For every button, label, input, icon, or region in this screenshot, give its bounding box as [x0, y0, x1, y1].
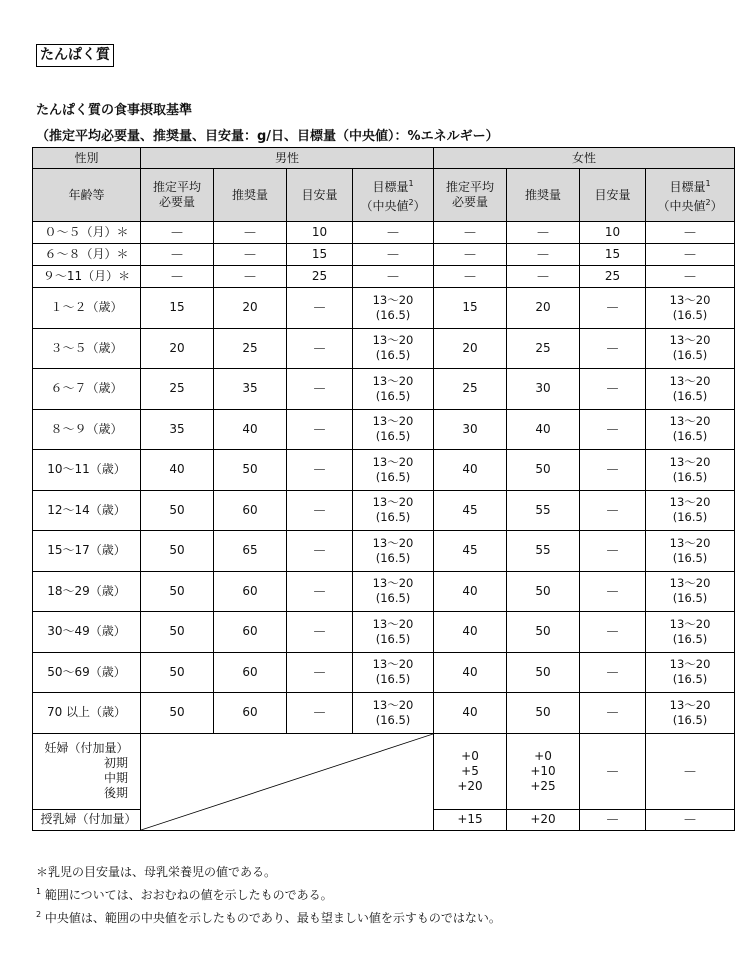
target-range: 13～20 [372, 333, 414, 348]
m-rda-cell: 60 [214, 612, 287, 653]
target-median: (16.5) [672, 550, 708, 565]
target-median: (16.5) [375, 429, 411, 444]
m-ai-cell: — [287, 450, 353, 491]
target-median: (16.5) [375, 631, 411, 646]
target-range: 13～20 [372, 373, 414, 388]
age-cell: ６～７（歳） [33, 369, 141, 410]
footnote-text: 範囲については、おおむねの値を示したものである。 [41, 888, 333, 902]
f-ai-cell: — [580, 369, 646, 410]
ear-label-1: 推定平均 [152, 180, 201, 194]
target-median: (16.5) [375, 469, 411, 484]
m-ai-cell: — [287, 612, 353, 653]
target-range: 13～20 [669, 454, 711, 469]
value: +5 [461, 763, 479, 778]
m-target-cell [353, 652, 434, 693]
not-applicable-diagonal [141, 733, 434, 830]
age-cell: 15～17（歳） [33, 531, 141, 572]
m-ai-cell: 10 [287, 222, 353, 244]
table-row [33, 328, 735, 369]
table-row [33, 693, 735, 734]
f-ear-cell: 40 [434, 652, 507, 693]
target-range: 13～20 [669, 657, 711, 672]
f-rda-cell: 50 [507, 693, 580, 734]
target-label-1: 目標量 [669, 180, 706, 194]
m-ear-cell: 40 [141, 450, 214, 491]
f-ai-cell: — [580, 571, 646, 612]
f-ai-cell: — [580, 531, 646, 572]
f-ear-cell: 15 [434, 288, 507, 329]
m-target-cell: — [353, 244, 434, 266]
sex-header: 性別 [33, 148, 141, 169]
age-cell: 10～11（歳） [33, 450, 141, 491]
value: +20 [457, 778, 483, 793]
target-range: 13～20 [669, 576, 711, 591]
f-rda-cell: 50 [507, 571, 580, 612]
pregnant-stage: 後期 [103, 786, 128, 800]
target-median: (16.5) [375, 388, 411, 403]
m-ear-cell: 25 [141, 369, 214, 410]
f-target-cell [646, 490, 735, 531]
m-ear-cell: 50 [141, 490, 214, 531]
f-target-cell [646, 693, 735, 734]
target-range: 13～20 [372, 292, 414, 307]
age-cell: ８～９（歳） [33, 409, 141, 450]
lactating-female-ai: — [580, 809, 646, 830]
m-ai-cell: — [287, 693, 353, 734]
f-rda-cell: 55 [507, 531, 580, 572]
pregnant-stage: 初期 [103, 756, 128, 770]
pregnant-label-cell [33, 733, 141, 809]
f-ear-cell: — [434, 244, 507, 266]
table-row [33, 490, 735, 531]
pregnant-female-rda [507, 733, 580, 809]
m-ear-cell: 50 [141, 531, 214, 572]
target-range: 13～20 [669, 495, 711, 510]
f-ear-cell: 30 [434, 409, 507, 450]
age-cell: ３～５（歳） [33, 328, 141, 369]
m-rda-cell: 35 [214, 369, 287, 410]
target-range: 13～20 [669, 333, 711, 348]
f-ear-cell: — [434, 222, 507, 244]
m-rda-cell: 25 [214, 328, 287, 369]
m-rda-cell: 60 [214, 490, 287, 531]
f-ear-cell: 40 [434, 612, 507, 653]
target-median: (16.5) [375, 510, 411, 525]
f-target-cell [646, 288, 735, 329]
m-target-cell [353, 571, 434, 612]
value: +0 [534, 748, 552, 763]
target-label-2-end: ） [413, 199, 426, 213]
target-median: (16.5) [672, 591, 708, 606]
footnote-infant: ＊乳児の目安量は、母乳栄養児の値である。 [36, 865, 277, 879]
f-rda-cell: 55 [507, 490, 580, 531]
f-ai-cell: 25 [580, 266, 646, 288]
footnote-range [36, 882, 501, 905]
male-header: 男性 [141, 148, 434, 169]
f-ai-cell: — [580, 652, 646, 693]
m-ai-cell: 25 [287, 266, 353, 288]
table-body [33, 222, 735, 734]
f-ai-cell: — [580, 288, 646, 329]
m-rda-cell: 50 [214, 450, 287, 491]
m-ear-cell: 15 [141, 288, 214, 329]
m-ear-cell: — [141, 222, 214, 244]
target-median: (16.5) [672, 429, 708, 444]
lactating-female-rda: +20 [507, 809, 580, 830]
lactating-label: 授乳婦（付加量） [33, 809, 141, 830]
f-ear-cell: 25 [434, 369, 507, 410]
f-ai-cell: 15 [580, 244, 646, 266]
table-title: たんぱく質の食事摂取基準 [36, 103, 193, 118]
m-target-cell [353, 612, 434, 653]
lactating-female-ear: +15 [434, 809, 507, 830]
m-ai-cell: — [287, 288, 353, 329]
m-target-cell [353, 369, 434, 410]
f-rda-cell: — [507, 266, 580, 288]
f-target-cell: — [646, 266, 735, 288]
target-median: (16.5) [375, 348, 411, 363]
lactating-female-target: — [646, 809, 735, 830]
target-range: 13～20 [669, 292, 711, 307]
f-rda-cell: 50 [507, 450, 580, 491]
target-median: (16.5) [672, 307, 708, 322]
target-median: (16.5) [672, 672, 708, 687]
m-ear-cell: 50 [141, 571, 214, 612]
target-median: (16.5) [672, 712, 708, 727]
f-ai-cell: — [580, 612, 646, 653]
age-cell: ９～11（月）＊ [33, 266, 141, 288]
m-target-cell [353, 409, 434, 450]
value: +10 [530, 763, 556, 778]
f-ear-cell: 45 [434, 490, 507, 531]
male-target-header [353, 169, 434, 222]
table-row [33, 288, 735, 329]
target-label-1: 目標量 [372, 180, 409, 194]
f-ai-cell: — [580, 490, 646, 531]
f-target-cell [646, 328, 735, 369]
f-target-cell [646, 409, 735, 450]
m-rda-cell: 40 [214, 409, 287, 450]
target-sup-1: 1 [705, 179, 711, 188]
male-ai-header: 目安量 [287, 169, 353, 222]
target-range: 13～20 [372, 657, 414, 672]
f-ear-cell: 40 [434, 450, 507, 491]
f-rda-cell: 40 [507, 409, 580, 450]
target-range: 13～20 [372, 535, 414, 550]
table-subtitle: （推定平均必要量、推奨量、目安量：g/日、目標量（中央値）：%エネルギー） [36, 129, 499, 144]
m-ear-cell: — [141, 266, 214, 288]
table-row [33, 450, 735, 491]
age-cell: ０～５（月）＊ [33, 222, 141, 244]
f-rda-cell: — [507, 222, 580, 244]
target-range: 13～20 [669, 616, 711, 631]
female-ai-header: 目安量 [580, 169, 646, 222]
f-rda-cell: 20 [507, 288, 580, 329]
m-target-cell [353, 450, 434, 491]
m-ear-cell: — [141, 244, 214, 266]
m-target-cell: — [353, 222, 434, 244]
footnotes [36, 862, 501, 928]
f-target-cell [646, 531, 735, 572]
m-ai-cell: — [287, 369, 353, 410]
m-ear-cell: 50 [141, 693, 214, 734]
female-target-header [646, 169, 735, 222]
male-ear-header [141, 169, 214, 222]
m-ear-cell: 50 [141, 612, 214, 653]
m-rda-cell: 60 [214, 571, 287, 612]
f-target-cell [646, 369, 735, 410]
age-cell: 12～14（歳） [33, 490, 141, 531]
footnote-median [36, 905, 501, 928]
m-ai-cell: — [287, 409, 353, 450]
male-rda-header: 推奨量 [214, 169, 287, 222]
target-sup-2: 2 [705, 198, 711, 207]
target-label-2-end: ） [710, 199, 723, 213]
m-rda-cell: — [214, 266, 287, 288]
f-rda-cell: 50 [507, 652, 580, 693]
value: +25 [530, 778, 556, 793]
target-median: (16.5) [672, 348, 708, 363]
female-rda-header: 推奨量 [507, 169, 580, 222]
pregnant-label: 妊婦（付加量） [44, 741, 129, 755]
target-median: (16.5) [375, 307, 411, 322]
m-ai-cell: — [287, 490, 353, 531]
diagonal-line [141, 734, 433, 830]
f-target-cell [646, 571, 735, 612]
target-sup-2: 2 [408, 198, 414, 207]
target-median: (16.5) [375, 591, 411, 606]
f-rda-cell: — [507, 244, 580, 266]
age-cell: 50～69（歳） [33, 652, 141, 693]
page-title: たんぱく質 [36, 44, 114, 67]
target-median: (16.5) [375, 550, 411, 565]
target-label-2: （中央値 [657, 199, 706, 213]
f-target-cell: — [646, 244, 735, 266]
value: +0 [461, 748, 479, 763]
m-rda-cell: 60 [214, 652, 287, 693]
f-ear-cell: 20 [434, 328, 507, 369]
target-range: 13～20 [372, 697, 414, 712]
pregnant-row [33, 733, 735, 809]
pregnant-female-target: — [646, 733, 735, 809]
f-ear-cell: 40 [434, 571, 507, 612]
age-cell: 18～29（歳） [33, 571, 141, 612]
m-target-cell [353, 693, 434, 734]
m-target-cell [353, 490, 434, 531]
target-median: (16.5) [672, 469, 708, 484]
table-row [33, 652, 735, 693]
target-range: 13～20 [669, 535, 711, 550]
table-row [33, 244, 735, 266]
f-ear-cell: 45 [434, 531, 507, 572]
table-row [33, 222, 735, 244]
m-ai-cell: — [287, 328, 353, 369]
f-ear-cell: — [434, 266, 507, 288]
f-ai-cell: 10 [580, 222, 646, 244]
target-median: (16.5) [672, 388, 708, 403]
f-ai-cell: — [580, 693, 646, 734]
f-rda-cell: 30 [507, 369, 580, 410]
age-header: 年齢等 [33, 169, 141, 222]
m-ai-cell: — [287, 571, 353, 612]
footnote-mark: 1 [36, 887, 42, 896]
target-median: (16.5) [672, 631, 708, 646]
m-target-cell [353, 328, 434, 369]
table-row [33, 266, 735, 288]
age-cell: １～２（歳） [33, 288, 141, 329]
target-median: (16.5) [672, 510, 708, 525]
female-header: 女性 [434, 148, 735, 169]
pregnant-female-ai: — [580, 733, 646, 809]
table-row [33, 531, 735, 572]
pregnant-female-ear [434, 733, 507, 809]
target-range: 13～20 [669, 697, 711, 712]
f-target-cell [646, 450, 735, 491]
target-sup-1: 1 [408, 179, 414, 188]
m-ear-cell: 20 [141, 328, 214, 369]
target-range: 13～20 [372, 576, 414, 591]
f-ear-cell: 40 [434, 693, 507, 734]
target-label-2: （中央値 [360, 199, 409, 213]
target-range: 13～20 [372, 616, 414, 631]
m-ai-cell: — [287, 531, 353, 572]
table-row [33, 409, 735, 450]
m-target-cell [353, 288, 434, 329]
target-median: (16.5) [375, 672, 411, 687]
age-cell: ６～８（月）＊ [33, 244, 141, 266]
target-range: 13～20 [669, 373, 711, 388]
protein-intake-table [32, 147, 735, 831]
ear-label-1: 推定平均 [446, 180, 495, 194]
ear-label-2: 必要量 [158, 195, 195, 209]
m-target-cell: — [353, 266, 434, 288]
f-rda-cell: 50 [507, 612, 580, 653]
footnote-mark: 2 [36, 910, 42, 919]
m-rda-cell: 65 [214, 531, 287, 572]
target-range: 13～20 [372, 495, 414, 510]
target-range: 13～20 [669, 414, 711, 429]
f-ai-cell: — [580, 450, 646, 491]
table-row [33, 612, 735, 653]
age-cell: 70 以上（歳） [33, 693, 141, 734]
f-rda-cell: 25 [507, 328, 580, 369]
f-target-cell [646, 652, 735, 693]
m-target-cell [353, 531, 434, 572]
female-ear-header [434, 169, 507, 222]
m-ear-cell: 50 [141, 652, 214, 693]
pregnancy-section [33, 733, 735, 830]
m-rda-cell: — [214, 222, 287, 244]
m-ai-cell: — [287, 652, 353, 693]
m-rda-cell: — [214, 244, 287, 266]
target-range: 13～20 [372, 414, 414, 429]
f-target-cell: — [646, 222, 735, 244]
m-rda-cell: 20 [214, 288, 287, 329]
ear-label-2: 必要量 [452, 195, 489, 209]
footnote-text: 中央値は、範囲の中央値を示したものであり、最も望ましい値を示すものではない。 [41, 911, 501, 925]
target-range: 13～20 [372, 454, 414, 469]
target-median: (16.5) [375, 712, 411, 727]
m-ai-cell: 15 [287, 244, 353, 266]
m-rda-cell: 60 [214, 693, 287, 734]
pregnant-stage: 中期 [103, 771, 128, 785]
f-ai-cell: — [580, 328, 646, 369]
age-cell: 30～49（歳） [33, 612, 141, 653]
m-ear-cell: 35 [141, 409, 214, 450]
table-row [33, 369, 735, 410]
f-ai-cell: — [580, 409, 646, 450]
f-target-cell [646, 612, 735, 653]
table-row [33, 571, 735, 612]
